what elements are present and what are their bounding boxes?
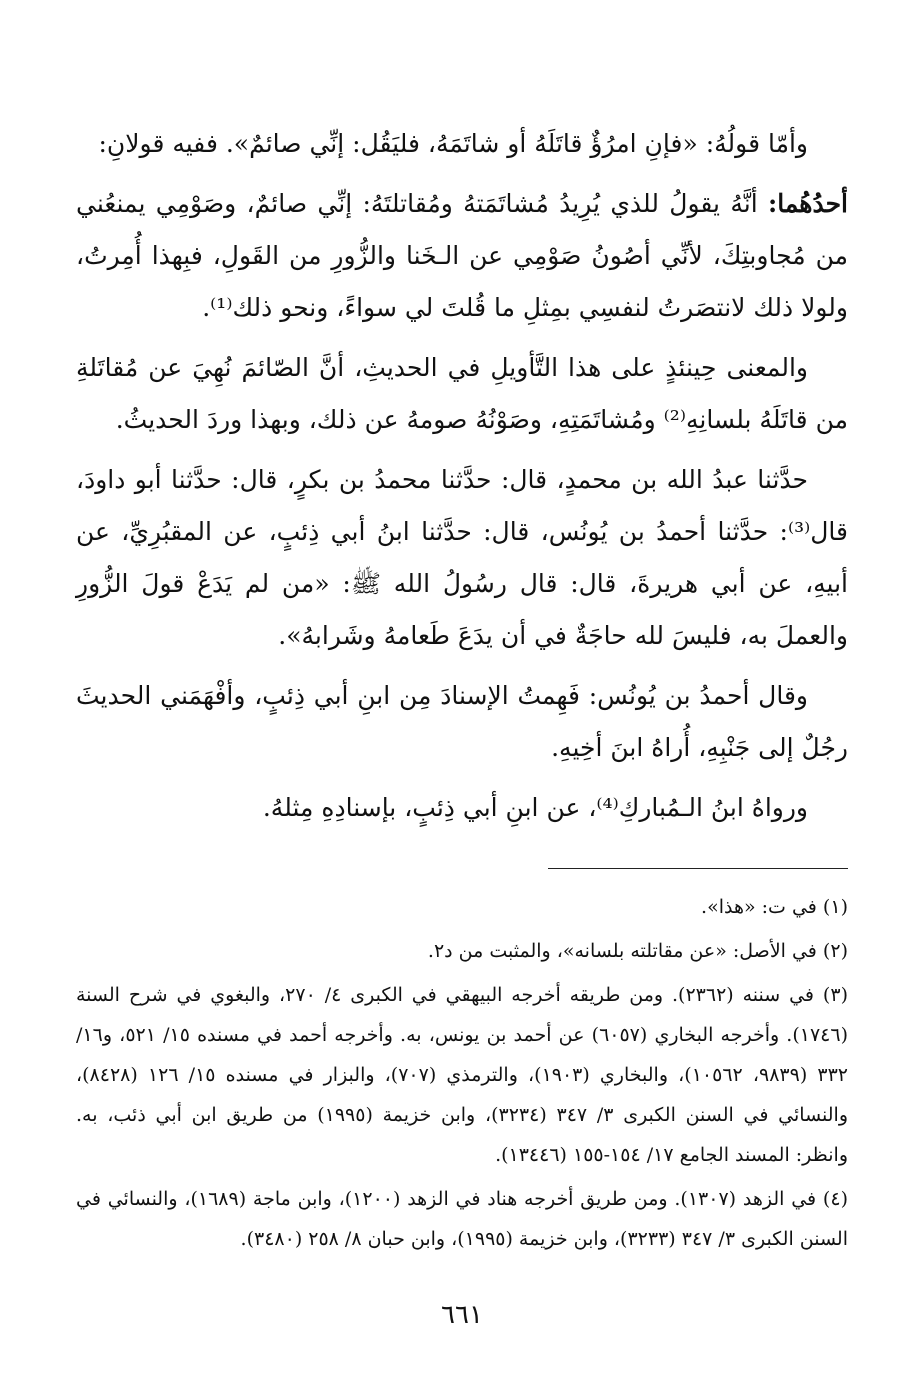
paragraph-6	[76, 782, 848, 834]
paragraph-6-text: ورواهُ ابنُ الـمُباركِ⁽⁴⁾، عن ابنِ أبي ذِئبٍ، بإسنادِهِ مِثلهُ.	[262, 793, 808, 822]
footnotes	[76, 887, 848, 1259]
paragraph-5	[76, 670, 848, 774]
footnote-2: (٢) في الأصل: «عن مقاتلته بلسانه»، والمثبت من د٢.	[427, 940, 848, 962]
page-number: ٦٦١	[441, 1300, 483, 1330]
footnote-1: (١) في ت: «هذا».	[701, 896, 848, 918]
paragraph-3	[76, 342, 848, 446]
paragraph-5-text: وقال أحمدُ بن يُونُس: فَهِمتُ الإسنادَ مِن ابنِ أبي ذِئبٍ، وأفْهَمَني الحديثَ رجُلٌ إلى جَنْبِهِ، أُراهُ ابنَ أخِيهِ.	[76, 681, 848, 762]
footnote-4: (٤) في الزهد (١٣٠٧). ومن طريق أخرجه هناد في الزهد (١٢٠٠)، وابن ماجة (١٦٨٩)، والنسائي في السنن الكبرى ٣/ ٣٤٧ (٣٢٣٣)، وابن خزيمة (١٩٩٥)، وابن حبان ٨/ ٢٥٨ (٣٤٨٠).	[76, 1188, 848, 1250]
footnote-3: (٣) في سننه (٢٣٦٢). ومن طريقه أخرجه البيهقي في الكبرى ٤/ ٢٧٠، والبغوي في شرح السنة (١٧٤٦). وأخرجه البخاري (٦٠٥٧) عن أحمد بن يونس، به. وأخرجه أحمد في مسنده ١٥/ ٥٢١، و١٦/ ٣٣٢ (٩٨٣٩، ١٠٥٦٢)، والبخاري (١٩٠٣)، والترمذي (٧٠٧)، والبزار في مسنده ١٥/ ١٢٦ (٨٤٢٨)، والنسائي في السنن الكبرى ٣/ ٣٤٧ (٣٢٣٤)، وابن خزيمة (١٩٩٥) من طريق ابن أبي ذئب، به. وانظر: المسند الجامع ١٧/ ١٥٤-١٥٥ (١٣٤٤٦).	[76, 984, 849, 1166]
footnote-separator	[548, 868, 848, 869]
paragraph-2-lead: أحدُهُما:	[767, 189, 848, 218]
paragraph-2-text: أنَّهُ يقولُ للذي يُرِيدُ مُشاتَمَتهُ ومُقاتلتَهُ: إنِّي صائمٌ، وصَوْمِي يمنعُني من مُجاوبتِكَ، لأنِّي أصُونُ صَوْمِي عن الـخَنا والزُّورِ من القَولِ، فبِهذا أُمِرتُ، ولولا ذلك لانتصَرتُ لنفسِي بمِثلِ ما قُلتَ لي سواءً، ونحو ذلك⁽¹⁾.	[76, 189, 848, 322]
paragraph-4-text: حدَّثنا عبدُ الله بن محمدٍ، قال: حدَّثنا محمدُ بن بكرٍ، قال: حدَّثنا أبو داودَ، قال⁽³⁾: حدَّثنا أحمدُ بن يُونُس، قال: حدَّثنا ابنُ أبي ذِئبٍ، عن المقبُرِيِّ، عن أبيهِ، عن أبي هريرةَ، قال: قال رسُولُ الله ﷺ: «من لم يَدَعْ قولَ الزُّورِ والعملَ به، فليسَ لله حاجَةٌ في أن يدَعَ طَعامهُ وشَرابهُ».	[76, 465, 848, 650]
paragraph-4	[76, 454, 848, 662]
paragraph-1-text: وأمّا قولُهُ: «فإنِ امرُؤٌ قاتَلَهُ أو شاتَمَهُ، فليَقُل: إنِّي صائمٌ». ففيه قولانِ:	[98, 129, 808, 158]
main-text	[76, 118, 848, 834]
paragraph-3-text: والمعنى حِينئذٍ على هذا التَّأويلِ في الحديثِ، أنَّ الصّائمَ نُهِيَ عن مُقاتَلةِ من قاتَلَهُ بلسانِهِ⁽²⁾ ومُشاتَمَتِهِ، وصَوْنُهُ صومهُ عن ذلك، وبهذا وردَ الحديثُ.	[76, 353, 848, 434]
paragraph-2	[76, 178, 848, 334]
paragraph-1	[76, 118, 848, 170]
